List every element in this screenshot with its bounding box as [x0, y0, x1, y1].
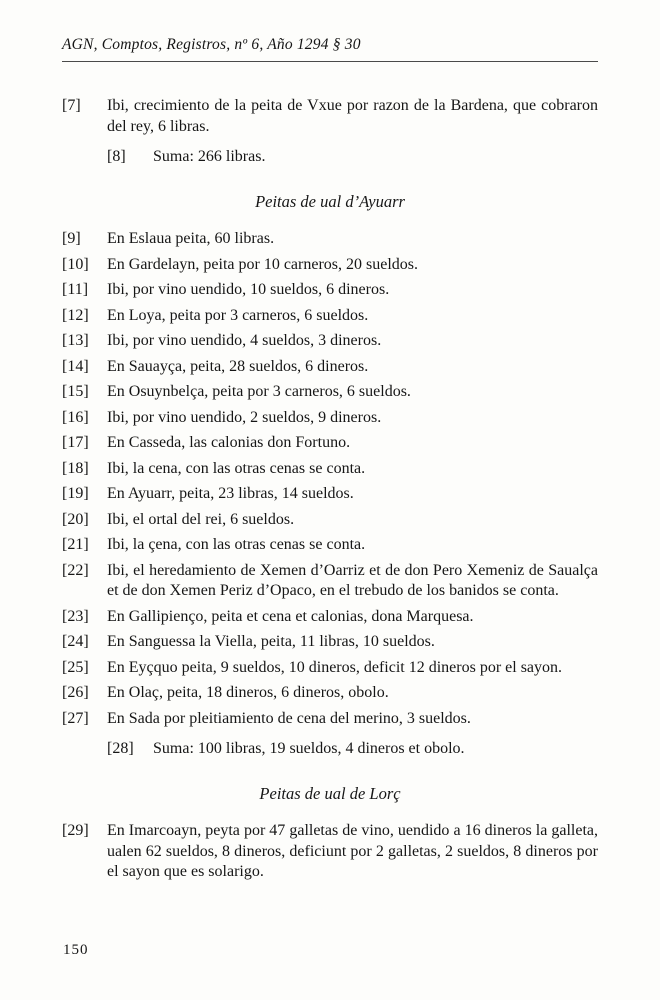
entry-number: [20]	[62, 510, 89, 528]
entry-number: [16]	[62, 408, 89, 426]
entry-text: En Gallipienço, peita et cena et calonias, dona Marquesa.	[107, 607, 474, 625]
entry-text: En Eyçquo peita, 9 sueldos, 10 dineros, deficit 12 dineros por el sayon.	[107, 658, 563, 676]
entry-text: En Sanguessa la Viella, peita, 11 libras, 10 sueldos.	[107, 633, 435, 650]
entry-number: [24]	[62, 633, 89, 650]
entry-text: Ibi, la cena, con las otras cenas se conta.	[107, 459, 366, 477]
numbered-entry-10	[62, 255, 598, 276]
entry-number: [12]	[62, 306, 89, 324]
entry-text: Ibi, por vino uendido, 10 sueldos, 6 dineros.	[107, 281, 390, 298]
entry-text: Ibi, crecimiento de la peita de Vxue por razon de la Bardena, que cobraron del rey, 6 libras.	[107, 97, 598, 135]
entry-text: Ibi, la çena, con las otras cenas se conta.	[107, 536, 366, 553]
entry-number: [29]	[62, 822, 89, 839]
numbered-entry-23	[62, 607, 598, 628]
entry-text: En Sauayça, peita, 28 sueldos, 6 dineros.	[107, 357, 369, 375]
entry-number: [23]	[62, 607, 89, 625]
numbered-entry-21	[62, 535, 598, 556]
page-number: 150	[63, 942, 89, 958]
entry-text: En Olaç, peita, 18 dineros, 6 dineros, obolo.	[107, 684, 389, 701]
numbered-entry-25	[62, 658, 598, 679]
numbered-entry-17	[62, 433, 598, 454]
entry-text: Suma: 100 libras, 19 sueldos, 4 dineros et obolo.	[153, 740, 465, 757]
entry-text: En Imarcoayn, peyta por 47 galletas de vino, uendido a 16 dineros la galleta, ualen 62 sueldos, 8 dineros, deficiunt por 2 galletas, 2 sueldos, 8 dineros por el sayon que es solarigo.	[107, 822, 598, 880]
numbered-entry-12	[62, 306, 598, 327]
entry-number: [18]	[62, 459, 89, 477]
entry-number: [26]	[62, 684, 89, 701]
numbered-entry-19	[62, 484, 598, 505]
section-heading-lorc: Peitas de ual de Lorç	[259, 783, 401, 803]
suma-entry-28	[107, 739, 598, 760]
suma-entry-8	[107, 147, 598, 168]
numbered-entry-27	[62, 709, 598, 730]
numbered-entry-11	[62, 280, 598, 301]
numbered-entry-26	[62, 683, 598, 704]
entry-text: Ibi, el heredamiento de Xemen d’Oarriz et de don Pero Xemeniz de Saualça et de don Xemen Periz d’Opaco, en el trebudo de los banidos se conta.	[107, 561, 598, 599]
entry-number: [7]	[62, 97, 81, 114]
numbered-entry-15	[62, 382, 598, 403]
entry-text: Suma: 266 libras.	[153, 148, 266, 165]
entry-text: Ibi, por vino uendido, 4 sueldos, 3 dineros.	[107, 332, 382, 349]
entry-number: [28]	[107, 740, 134, 757]
numbered-entry-22	[62, 561, 598, 602]
entry-number: [27]	[62, 709, 89, 727]
entry-number: [22]	[62, 561, 89, 579]
entry-number: [14]	[62, 357, 89, 375]
running-header: AGN, Comptos, Registros, nº 6, Año 1294 § 30	[62, 36, 598, 62]
entry-text: Ibi, el ortal del rei, 6 sueldos.	[107, 510, 295, 528]
entry-number: [21]	[62, 536, 89, 553]
numbered-entry-20	[62, 510, 598, 531]
entry-text: En Eslaua peita, 60 libras.	[107, 230, 275, 247]
entry-text: En Osuynbelça, peita por 3 carneros, 6 sueldos.	[107, 383, 411, 400]
entry-text: En Sada por pleitiamiento de cena del merino, 3 sueldos.	[107, 709, 471, 727]
numbered-entry-9	[62, 229, 598, 250]
entry-number: [10]	[62, 255, 89, 273]
entry-number: [11]	[62, 281, 89, 298]
entry-number: [15]	[62, 383, 89, 400]
entry-number: [19]	[62, 485, 89, 502]
numbered-entry-13	[62, 331, 598, 352]
entry-number: [17]	[62, 434, 89, 451]
numbered-entry-29	[62, 821, 598, 883]
numbered-entry-16	[62, 408, 598, 429]
numbered-entry-7	[62, 96, 598, 137]
entry-number: [25]	[62, 658, 89, 676]
entry-number: [9]	[62, 230, 81, 247]
entry-number: [8]	[107, 148, 126, 165]
entry-text: En Gardelayn, peita por 10 carneros, 20 sueldos.	[107, 255, 419, 273]
entry-number: [13]	[62, 332, 89, 349]
numbered-entry-14	[62, 357, 598, 378]
page-body	[62, 96, 598, 883]
numbered-entry-18	[62, 459, 598, 480]
entry-text: Ibi, por vino uendido, 2 sueldos, 9 dineros.	[107, 408, 382, 426]
entry-text: En Ayuarr, peita, 23 libras, 14 sueldos.	[107, 485, 354, 502]
section-heading-ayuarr: Peitas de ual d’Ayuarr	[255, 191, 405, 211]
entry-text: En Casseda, las calonias don Fortuno.	[107, 434, 351, 451]
numbered-entry-24	[62, 632, 598, 653]
entry-text: En Loya, peita por 3 carneros, 6 sueldos.	[107, 306, 369, 324]
